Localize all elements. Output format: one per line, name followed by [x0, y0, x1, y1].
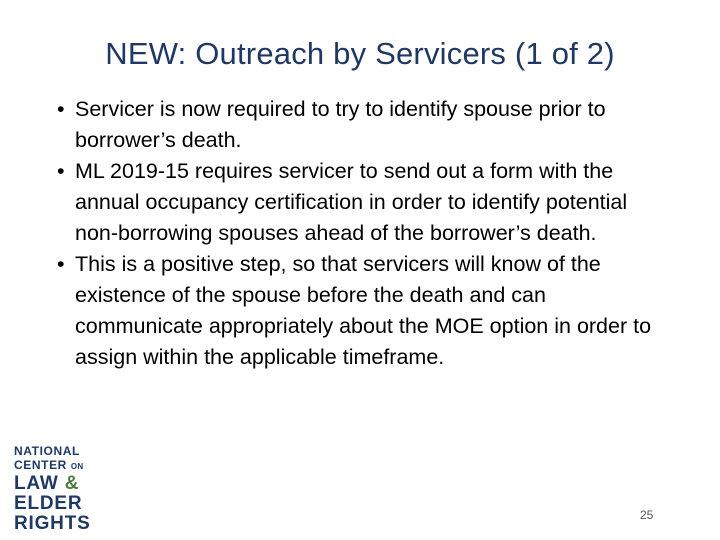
logo-line-law	[14, 474, 94, 494]
logo-center-text: CENTER	[14, 458, 67, 472]
bullet-marker: •	[57, 97, 65, 121]
bullet-text: ML 2019-15 requires servicer to send out a form with the annual occupancy certification in order to identify potential non-borrowing spouses ahead of the borrower’s death.	[75, 159, 628, 245]
slide-title: NEW: Outreach by Servicers (1 of 2)	[105, 36, 615, 71]
nclear-logo	[14, 444, 94, 534]
bullet-text: This is a positive step, so that servicers will know of the existence of the spouse before the death and can communicate appropriately about the MOE option in order to assign within the applicable timeframe.	[75, 252, 652, 369]
logo-law-text: LAW	[14, 473, 59, 494]
bullet-item	[57, 249, 667, 373]
bullet-marker: •	[57, 159, 65, 183]
page-number: 25	[640, 508, 654, 522]
logo-ampersand: &	[64, 473, 80, 494]
logo-line-center	[14, 458, 94, 474]
logo-line-elder: ELDER	[14, 493, 83, 514]
bullet-item	[57, 156, 667, 249]
bullet-marker: •	[57, 252, 65, 276]
logo-line-rights: RIGHTS	[14, 513, 91, 534]
bullet-item	[57, 94, 667, 156]
bullet-list	[57, 94, 667, 373]
bullet-text: Servicer is now required to try to identify spouse prior to borrower’s death.	[75, 97, 606, 152]
logo-line-national: NATIONAL	[14, 444, 80, 458]
logo-on-text: ON	[70, 462, 84, 471]
